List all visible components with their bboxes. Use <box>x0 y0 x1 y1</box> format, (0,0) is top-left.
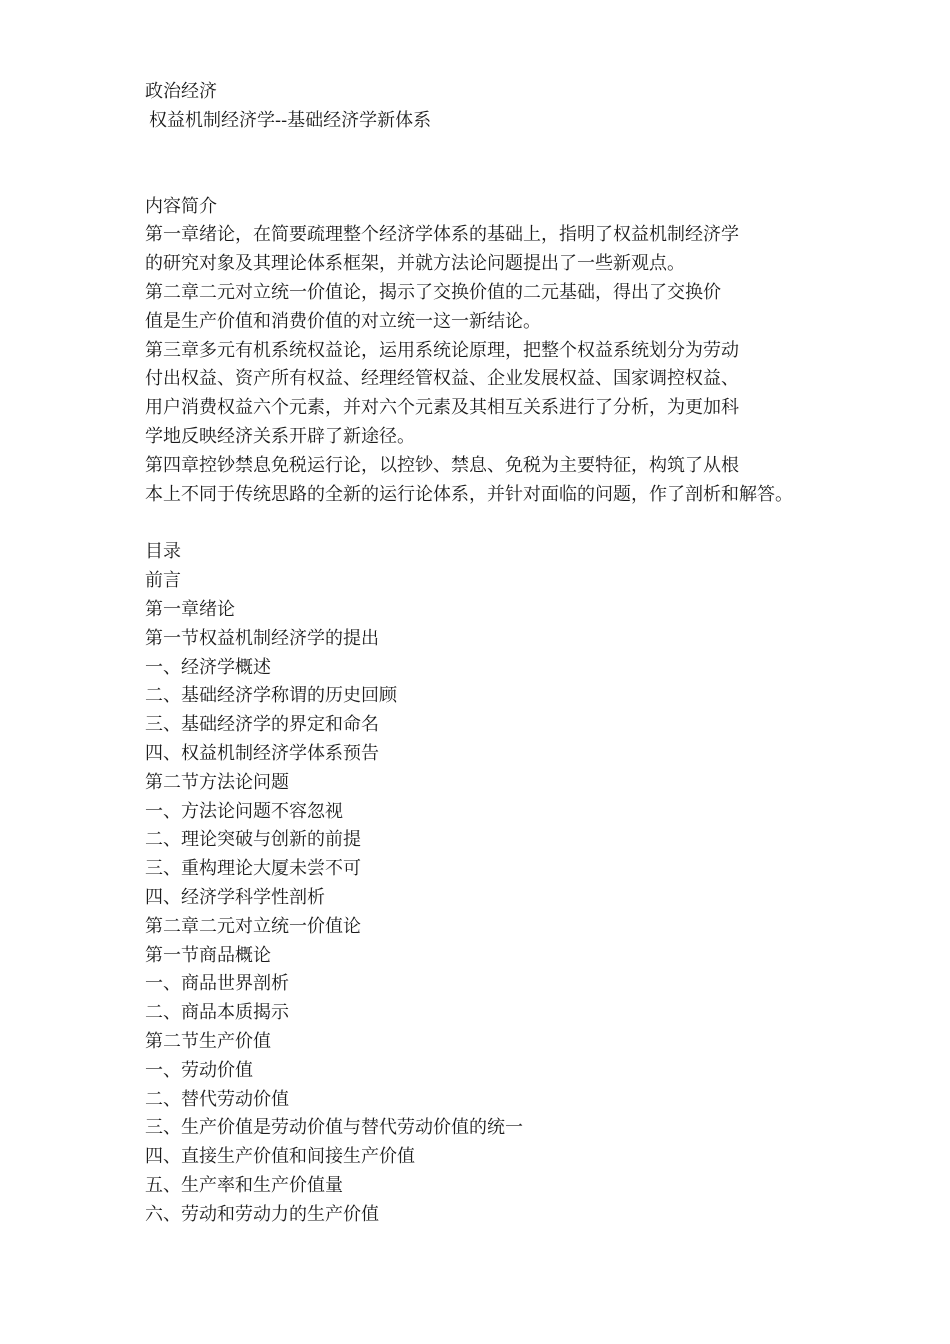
toc-item: 第二章二元对立统一价值论 <box>145 915 361 937</box>
toc-item: 第一节权益机制经济学的提出 <box>145 627 379 649</box>
toc-item: 二、商品本质揭示 <box>145 1002 289 1024</box>
intro-line: 第四章控钞禁息免税运行论，以控钞、禁息、免税为主要特征，构筑了从根 <box>145 454 739 476</box>
toc-item: 二、理论突破与创新的前提 <box>145 829 361 851</box>
toc-item: 二、替代劳动价值 <box>145 1088 289 1110</box>
toc-item: 一、劳动价值 <box>145 1059 253 1081</box>
toc-item: 六、劳动和劳动力的生产价值 <box>145 1203 379 1225</box>
toc-heading: 目录 <box>145 541 181 563</box>
intro-line: 用户消费权益六个元素，并对六个元素及其相互关系进行了分析，为更加科 <box>145 397 739 419</box>
intro-heading: 内容简介 <box>145 195 217 217</box>
toc-item: 一、经济学概述 <box>145 656 271 678</box>
intro-line: 第三章多元有机系统权益论，运用系统论原理，把整个权益系统划分为劳动 <box>145 339 739 361</box>
intro-line: 本上不同于传统思路的全新的运行论体系，并针对面临的问题，作了剖析和解答。 <box>145 483 793 505</box>
toc-item: 第二节方法论问题 <box>145 771 289 793</box>
table-of-contents <box>145 567 845 1229</box>
toc-item: 三、生产价值是劳动价值与替代劳动价值的统一 <box>145 1117 523 1139</box>
toc-item: 第一章绪论 <box>145 598 235 620</box>
toc-item: 四、经济学科学性剖析 <box>145 886 325 908</box>
spacer <box>145 136 845 193</box>
toc-item: 四、权益机制经济学体系预告 <box>145 742 379 764</box>
toc-item: 第二节生产价值 <box>145 1030 271 1052</box>
intro-line: 第二章二元对立统一价值论，揭示了交换价值的二元基础，得出了交换价 <box>145 281 721 303</box>
toc-item: 前言 <box>145 570 181 592</box>
intro-line: 付出权益、资产所有权益、经理经管权益、企业发展权益、国家调控权益、 <box>145 368 739 390</box>
toc-item: 二、基础经济学称谓的历史回顾 <box>145 685 397 707</box>
toc-item: 三、重构理论大厦未尝不可 <box>145 858 361 880</box>
document-title: 权益机制经济学--基础经济学新体系 <box>149 109 432 131</box>
toc-item: 一、方法论问题不容忽视 <box>145 800 343 822</box>
toc-item: 五、生产率和生产价值量 <box>145 1174 343 1196</box>
spacer <box>145 509 845 538</box>
intro-line: 值是生产价值和消费价值的对立统一这一新结论。 <box>145 310 541 332</box>
intro-line: 学地反映经济关系开辟了新途径。 <box>145 425 415 447</box>
toc-item: 第一节商品概论 <box>145 944 271 966</box>
toc-item: 一、商品世界剖析 <box>145 973 289 995</box>
intro-body <box>145 221 845 509</box>
intro-line: 的研究对象及其理论体系框架，并就方法论问题提出了一些新观点。 <box>145 253 685 275</box>
category-label: 政治经济 <box>145 81 217 102</box>
intro-line: 第一章绪论，在简要疏理整个经济学体系的基础上，指明了权益机制经济学 <box>145 224 739 246</box>
document-page <box>145 78 845 1229</box>
toc-item: 三、基础经济学的界定和命名 <box>145 714 379 736</box>
toc-item: 四、直接生产价值和间接生产价值 <box>145 1146 415 1168</box>
